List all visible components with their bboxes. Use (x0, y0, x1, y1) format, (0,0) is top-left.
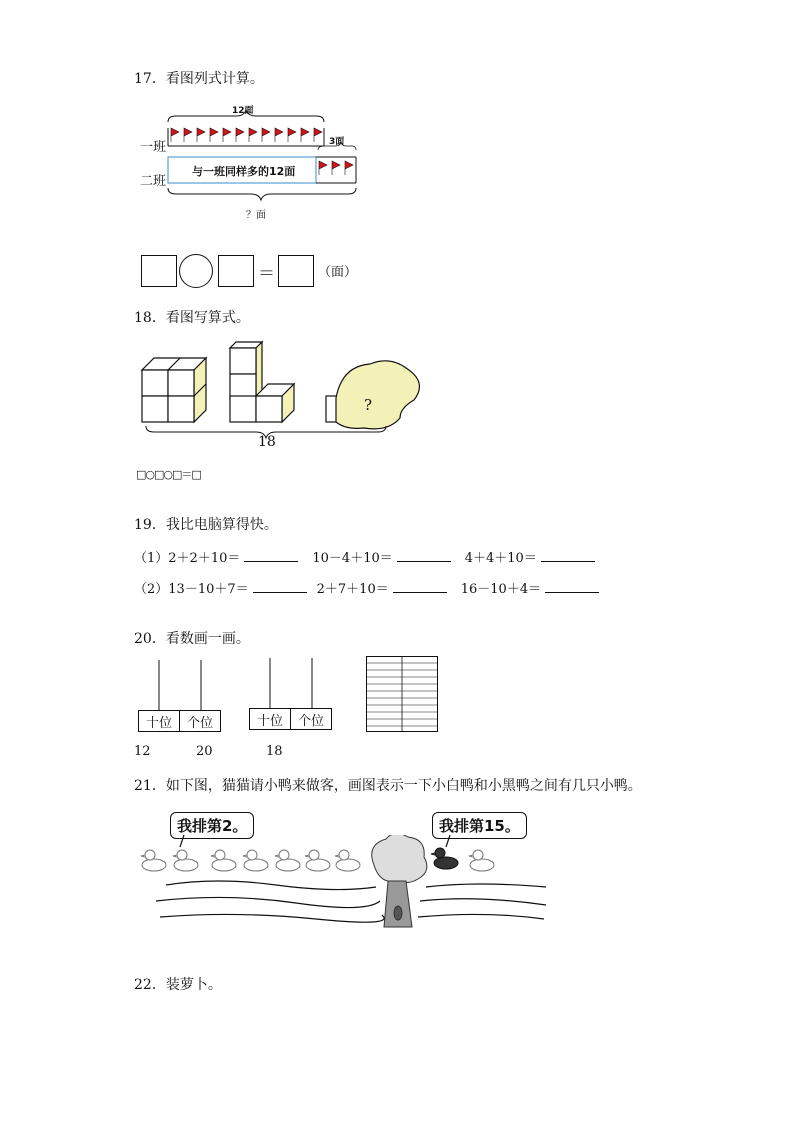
q19-expr-5: 2＋7＋10＝ (316, 582, 389, 597)
abacus-1 (138, 658, 222, 734)
abacus-2-ones: 个位 (290, 708, 332, 730)
q18-cubes-diagram (138, 338, 424, 450)
q20-title: 20．看数画一画。 (134, 631, 250, 647)
q19-title: 19．我比电脑算得快。 (134, 517, 278, 533)
q18-title: 18．看图写算式。 (134, 310, 250, 326)
q21-bubble-right: 我排第15。 (432, 812, 527, 839)
q19-row1-label: （1） (134, 551, 169, 566)
q19-blank-1[interactable] (244, 549, 298, 562)
q19-expr-1: 2＋2＋10＝ (168, 551, 241, 566)
q19-row-1 (134, 547, 599, 566)
duck-9 (469, 850, 494, 871)
abacus-1-tens: 十位 (138, 710, 180, 732)
q17-answer-box-3[interactable] (278, 255, 314, 287)
q17-bar-text: 与一班同样多的12面 (192, 165, 296, 178)
q17-equals: ＝ (258, 264, 275, 284)
black-duck (431, 848, 458, 869)
q20-num-3: 18 (266, 744, 283, 759)
q17-answer-box-1[interactable] (141, 255, 177, 287)
q21-ducks-scene (136, 835, 556, 935)
duck-5 (275, 850, 300, 871)
q19-blank-4[interactable] (253, 580, 307, 593)
q17-label-class1: 一班 (140, 140, 167, 155)
abacus-1-rods (138, 658, 222, 710)
tree (372, 835, 427, 927)
q19-blank-6[interactable] (545, 580, 599, 593)
q17-label-top: 12面 (232, 106, 254, 116)
q19-expr-2: 10－4＋10＝ (312, 551, 393, 566)
q20-num-2: 20 (196, 744, 213, 759)
q17-label-extra: 3面 (329, 137, 345, 147)
q18-figure (138, 338, 424, 450)
duck-3 (211, 850, 236, 871)
q18-answer-line[interactable]: □○□○□＝□ (136, 468, 201, 481)
q21-title: 21．如下图，猫猫请小鸭来做客，画图表示一下小白鸭和小黑鸭之间有几只小鸭。 (134, 778, 642, 794)
q17-title: 17．看图列式计算。 (134, 71, 264, 87)
q21-bubble-left: 我排第2。 (170, 812, 254, 839)
duck-7 (335, 850, 360, 871)
q21-figure (136, 835, 556, 935)
abacus-1-ones: 个位 (179, 710, 221, 732)
flag-row-1 (168, 128, 324, 146)
duck-1 (141, 850, 166, 871)
duck-2 (173, 850, 198, 871)
q17-answer-box-2[interactable] (218, 255, 254, 287)
q19-blank-3[interactable] (541, 549, 595, 562)
abacus-2 (249, 658, 333, 734)
q18-question-mark: ? (364, 396, 373, 414)
q17-label-class2: 二班 (140, 174, 167, 189)
q20-grid-lines (366, 656, 438, 732)
q20-num-1: 12 (134, 744, 151, 759)
q19-blank-2[interactable] (397, 549, 451, 562)
q18-total: 18 (258, 434, 276, 450)
q19-row-2 (134, 578, 603, 597)
q17-label-total: ？面 (246, 210, 266, 221)
q20-lined-grid[interactable] (366, 656, 438, 732)
abacus-2-tens: 十位 (249, 708, 291, 730)
duck-4 (243, 850, 268, 871)
abacus-2-rods (249, 658, 333, 708)
q22-title: 22．装萝卜。 (134, 977, 222, 993)
q19-expr-4: 13－10＋7＝ (168, 582, 249, 597)
duck-6 (305, 850, 330, 871)
q17-unit: （面） (318, 265, 358, 280)
q17-operator-circle[interactable] (179, 254, 213, 288)
q19-expr-6: 16－10＋4＝ (460, 582, 542, 597)
q19-row2-label: （2） (134, 582, 169, 597)
q19-blank-5[interactable] (393, 580, 447, 593)
q19-expr-3: 4＋4＋10＝ (464, 551, 537, 566)
